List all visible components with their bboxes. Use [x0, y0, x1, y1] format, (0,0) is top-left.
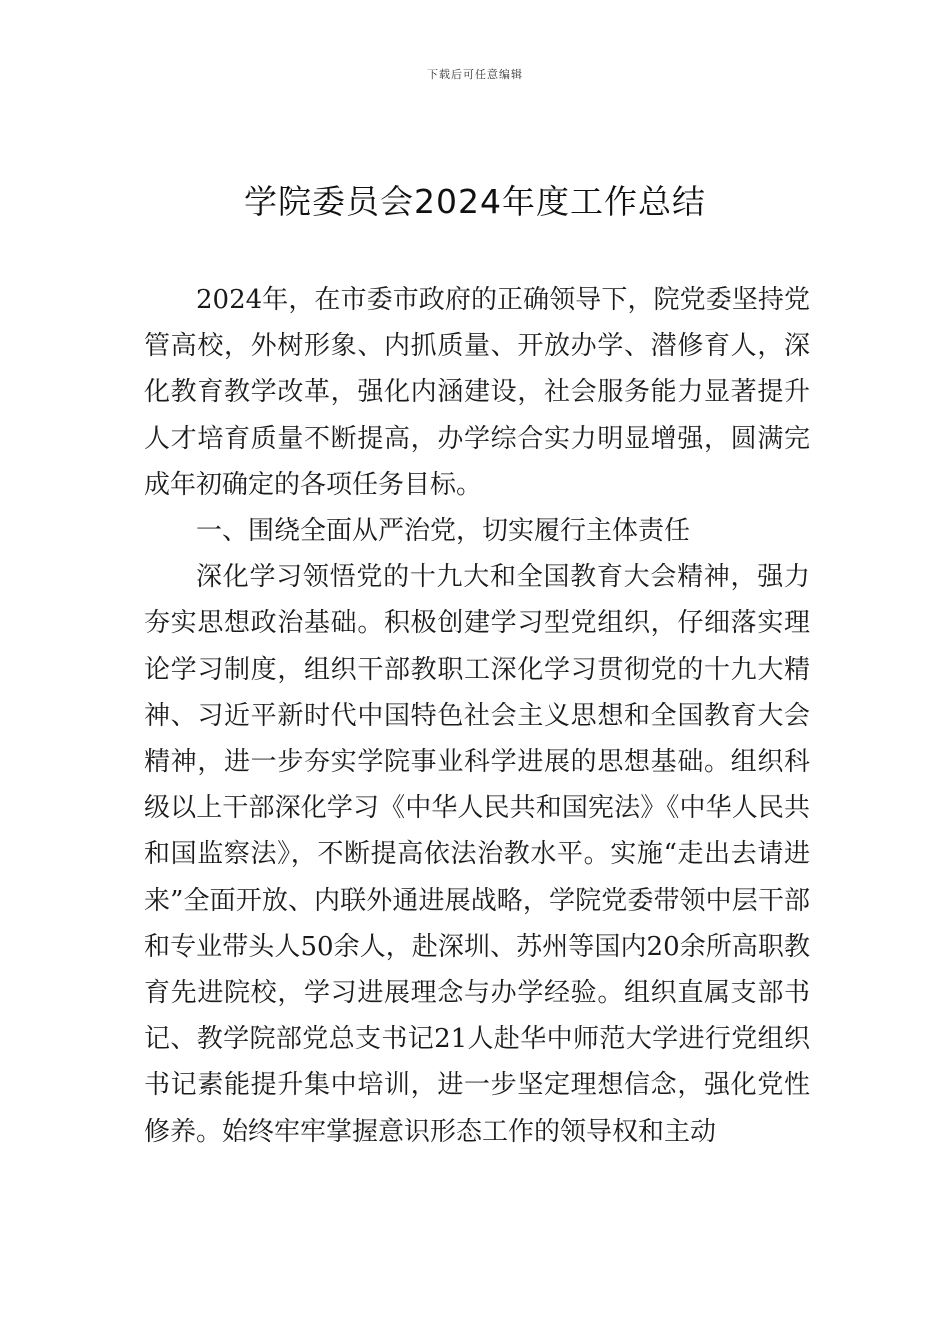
- document-title: 学院委员会2024年度工作总结: [244, 182, 706, 221]
- body-paragraph: 深化学习领悟党的十九大和全国教育大会精神，强力夯实思想政治基础。积极创建学习型党组织，仔细落实理论学习制度，组织干部教职工深化学习贯彻党的十九大精神、习近平新时代中国特色社会主义思想和全国教育大会精神，进一步夯实学院事业科学进展的思想基础。组织科级以上干部深化学习《中华人民共和国宪法》《中华人民共和国监察法》，不断提高依法治教水平。实施“走出去请进来”全面开放、内联外通进展战略，学院党委带领中层干部和专业带头人50余人，赴深圳、苏州等国内20余所高职教育先进院校，学习进展理念与办学经验。组织直属支部书记、教学院部党总支书记21人赴华中师范大学进行党组织书记素能提升集中培训，进一步坚定理想信念，强化党性修养。始终牢牢掌握意识形态工作的领导权和主动: [144, 562, 810, 1147]
- header-note: 下载后可任意编辑: [427, 68, 523, 81]
- document-body: [144, 277, 810, 1155]
- intro-paragraph: 2024年，在市委市政府的正确领导下，院党委坚持党管高校，外树形象、内抓质量、开放办学、潜修育人，深化教育教学改革，强化内涵建设，社会服务能力显著提升人才培育质量不断提高，办学综合实力明显增强，圆满完成年初确定的各项任务目标。: [144, 285, 810, 500]
- section-heading: 一、围绕全面从严治党，切实履行主体责任: [196, 516, 691, 547]
